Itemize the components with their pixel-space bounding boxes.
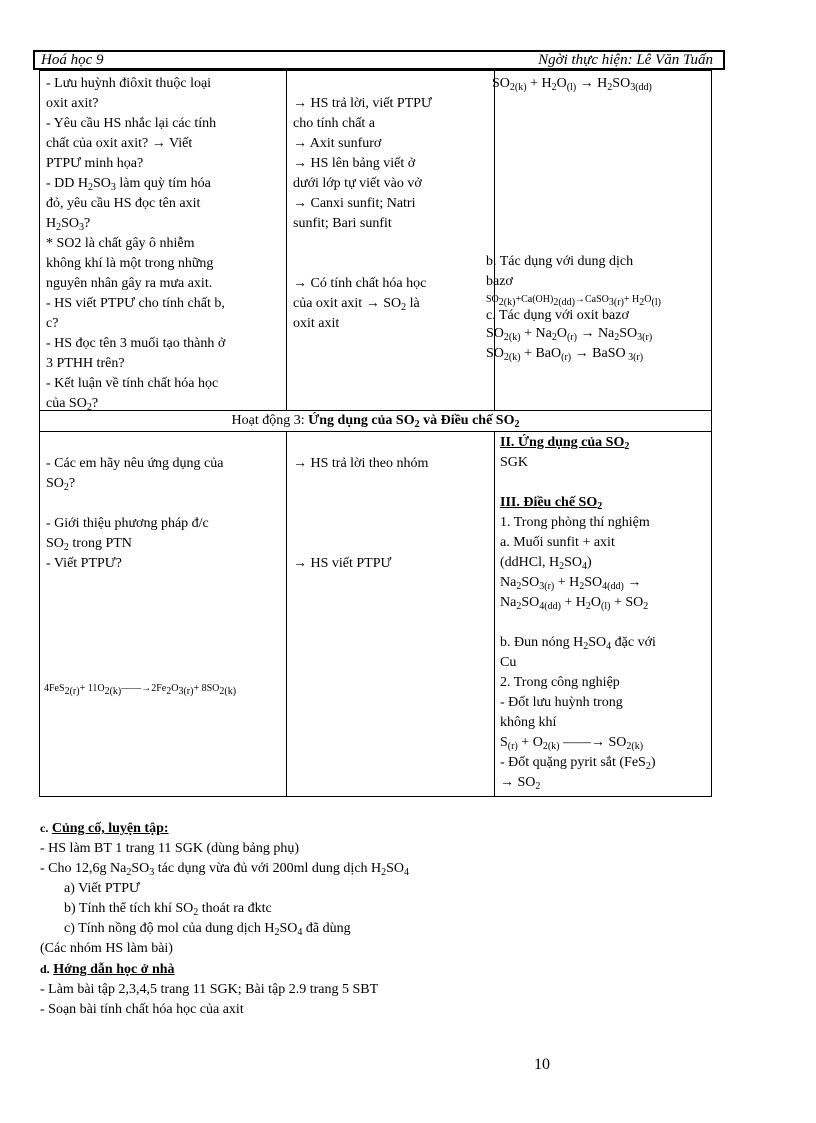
text-line: → HS trả lời theo nhóm	[293, 456, 429, 471]
text-line: SGK	[500, 455, 529, 470]
text-line: $H_2SO_3$?	[46, 216, 91, 233]
text-line: $Na_2SO_{4(dd)} + H_2O_{(l)} + SO_2$	[500, 595, 649, 612]
text-line: - Soạn bài tính chất hóa học của axit	[40, 1002, 244, 1017]
text-line: oxit axit?	[46, 96, 99, 111]
text-line: - HS viết PTPƯ cho tính chất b,	[46, 296, 225, 311]
text-line: b. Đun nóng $H_2SO_4$ đặc với	[500, 635, 656, 652]
page-number: 10	[534, 1056, 550, 1073]
text-line: b. Tác dụng với dung dịch	[486, 254, 634, 269]
equation-so2-water: $SO_{2(k)} + H_2O_{(l)} \to H_2SO_{3(dd)}$	[485, 76, 652, 93]
equation-so2-na2o: $SO_{2(k)} + Na_2O_{(r)} \to Na_2SO_{3(r)}$	[486, 326, 653, 343]
lesson-table	[39, 70, 712, 797]
equation-sulfur-burn: $S_{(r)} + O_{2(k)}$ ——→ $SO_{2(k)}$	[500, 735, 644, 752]
text-line: 2. Trong công nghiệp	[500, 675, 620, 690]
equation-so2-bao: $SO_{2(k)} + BaO_{(r)}$ → BaSO $_{3(r)}$	[486, 346, 644, 363]
text-line: - Làm bài tập 2,3,4,5 trang 11 SGK; Bài tập 2.9 trang 5 SBT	[40, 982, 379, 997]
text-line: → Có tính chất hóa học	[293, 276, 427, 291]
text-line: cho tính chất a	[293, 116, 376, 131]
text-line: → HS trả lời, viết PTPƯ	[293, 96, 432, 111]
text-line: → $SO_2$	[500, 775, 541, 792]
text-line: - Đốt lưu huỳnh trong	[500, 695, 623, 710]
text-line: → Canxi sunfit; Natri	[293, 196, 416, 211]
text-line: c. Tác dụng với oxit bazơ	[486, 308, 629, 323]
text-line: $SO_2$ trong PTN	[46, 536, 132, 553]
text-line: - HS đọc tên 3 muối tạo thành ở	[46, 336, 226, 351]
text-line: 3 PTHH trên?	[46, 356, 125, 371]
teacher-activity-cell	[46, 74, 284, 414]
teacher-activity-cell-3	[46, 454, 284, 574]
consolidation-title: c. Củng cố, luyện tập:	[40, 821, 169, 836]
text-line: → Axit sunfurơ	[293, 136, 382, 151]
text-line: oxit axit	[293, 316, 340, 331]
text-line: 1. Trong phòng thí nghiệm	[500, 515, 650, 530]
section-preparation-title: III. Điều chế $SO_2$	[500, 495, 603, 512]
student-activity-cell-4	[293, 554, 493, 574]
text-line: của $SO_2$?	[46, 396, 99, 413]
text-line: - Viết PTPƯ?	[46, 556, 122, 571]
text-line: - HS làm BT 1 trang 11 SGK (dùng bảng phụ)	[40, 841, 299, 856]
student-activity-cell-2	[293, 274, 493, 334]
text-line: - Kết luận về tính chất hóa học	[46, 376, 219, 391]
equation-pyrite: $4FeS_{2(r)}+ 11O_{2(k)}——\to 2Fe_2O_{3(r)}+ 8SO_{2(k)}$	[44, 683, 237, 697]
content-cell-3	[500, 433, 710, 793]
text-line: - Giới thiệu phương pháp đ/c	[46, 516, 209, 531]
text-line: bazơ	[486, 274, 513, 289]
text-line: đỏ, yêu cầu HS đọc tên axit	[46, 196, 201, 211]
text-line: → HS viết PTPƯ	[293, 556, 392, 571]
text-line: (Các nhóm HS làm bài)	[40, 941, 173, 956]
text-line: Cu	[500, 655, 517, 670]
student-activity-cell-3	[293, 454, 493, 474]
text-line: c?	[46, 316, 59, 331]
page-header	[33, 50, 725, 70]
text-line: - Đốt quặng pyrit sắt (FeS$_2$)	[500, 755, 656, 772]
subject-label: Hoá học 9	[41, 52, 104, 68]
text-line: * SO2 là chất gây ô nhiễm	[46, 236, 195, 251]
activity-3-header: Hoạt động 3: Ứng dụng của $SO_2$ và Điều chế $SO_2$	[231, 413, 520, 430]
text-line: a. Muối sunfit + axit	[500, 535, 615, 550]
text-line: $SO_2$?	[46, 476, 76, 493]
student-activity-cell	[293, 94, 493, 234]
text-line: $Na_2SO_{3(r)} + H_2SO_{4(dd)}$ →	[500, 575, 642, 592]
text-line: dưới lớp tự viết vào vở	[293, 176, 422, 191]
consolidation-section	[40, 818, 740, 1020]
content-cell-2	[486, 252, 708, 364]
content-cell	[485, 74, 705, 94]
text-line: a) Viết PTPƯ	[64, 881, 140, 896]
author-label: Ngời thực hiện: Lê Văn Tuấn	[538, 52, 713, 68]
text-line: - Lưu huỳnh điôxit thuộc loại	[46, 76, 212, 91]
equation-so2-caoh2: $SO_{2(k)}+Ca(OH)_{2(dd)}\to CaSO_{3(r)}+ H_2O_{(l)}$	[486, 294, 661, 308]
text-line: → HS lên bảng viết ở	[293, 156, 416, 171]
text-line: của oxit axit → $SO_2$ là	[293, 296, 420, 313]
text-line: (ddHCl, $H_2SO_4$)	[500, 555, 592, 572]
text-line: - DD $H_2SO_3$ làm quỳ tím hóa	[46, 176, 211, 193]
text-line: - Cho 12,6g $Na_2SO_3$ tác dụng vừa đủ với 200ml dung dịch $H_2SO_4$	[40, 861, 410, 878]
text-line: - Yêu cầu HS nhắc lại các tính	[46, 116, 217, 131]
text-line: PTPƯ minh họa?	[46, 156, 144, 171]
text-line: không khí	[500, 715, 557, 730]
text-line: sunfit; Bari sunfit	[293, 216, 392, 231]
text-line: nguyên nhân gây ra mưa axit.	[46, 276, 213, 291]
text-line: c) Tính nồng độ mol của dung dịch $H_2SO_4$ đã dùng	[64, 921, 351, 938]
text-line: b) Tính thể tích khí $SO_2$ thoát ra đktc	[64, 901, 272, 918]
text-line: không khí là một trong những	[46, 256, 214, 271]
text-line: chất của oxit axit? → Viết	[46, 136, 193, 151]
text-line: - Các em hãy nêu ứng dụng của	[46, 456, 224, 471]
homework-title: d. Hớng dẫn học ở nhà	[40, 962, 175, 977]
section-uses-title: II. Ứng dụng của $SO_2$	[500, 435, 630, 452]
